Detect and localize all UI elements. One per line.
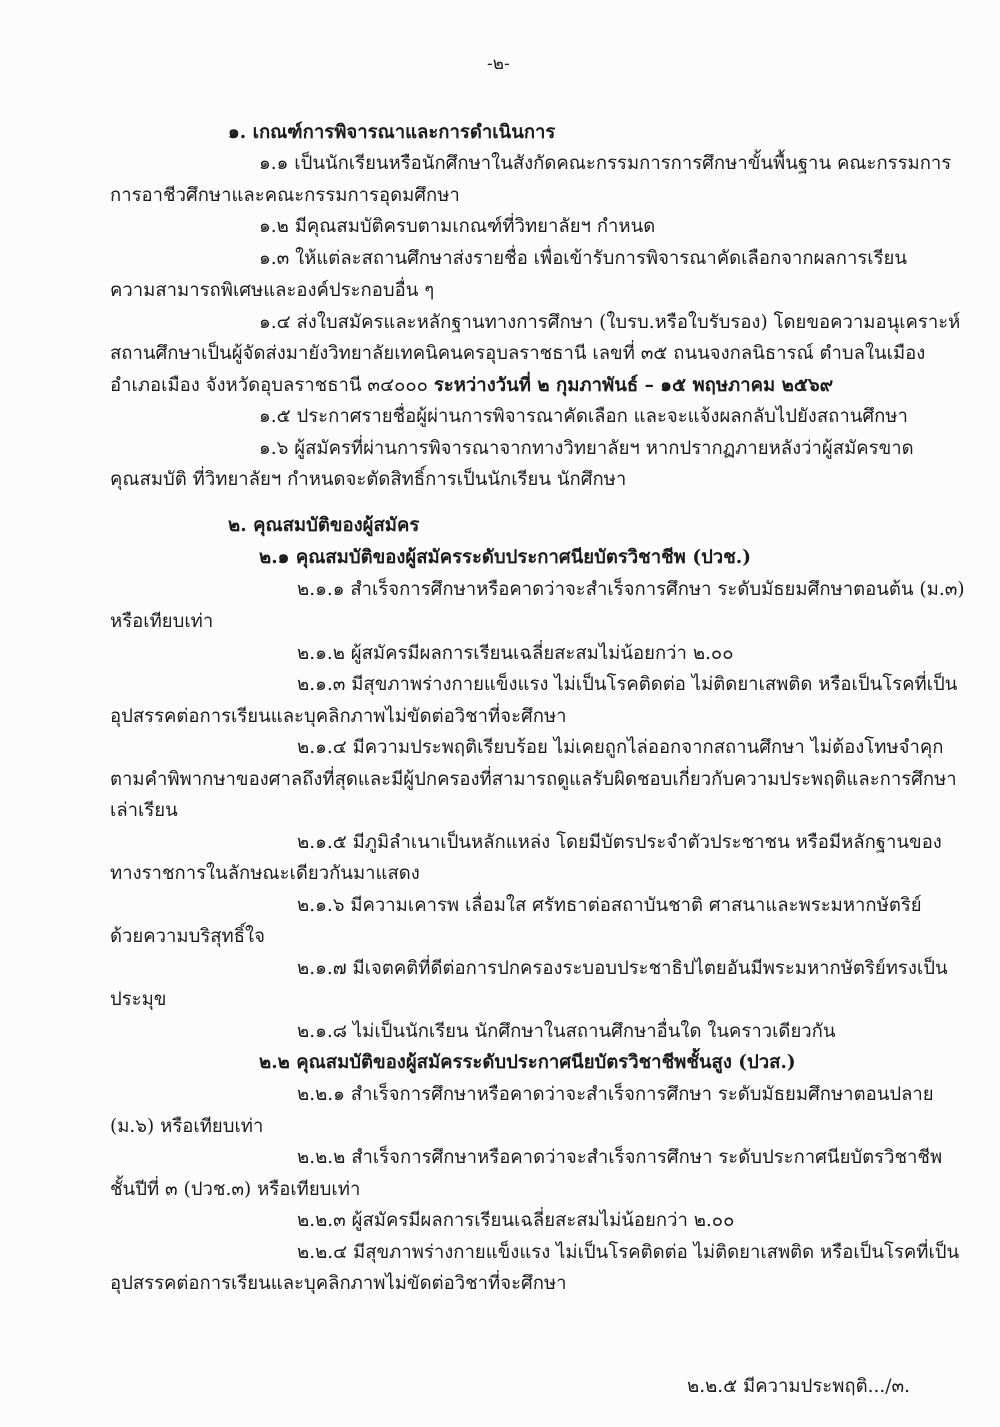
item-2-2-4-line-2: อุปสรรคต่อการเรียนและบุคลิกภาพไม่ขัดต่อวิชาที่จะศึกษา xyxy=(110,1273,567,1294)
item-1-4-line-1: ๑.๔ ส่งใบสมัครและหลักฐานทางการศึกษา (ใบรบ.หรือใบรับรอง) โดยขอความอนุเคราะห์ xyxy=(259,312,961,333)
item-2-1-2: ๒.๑.๒ ผู้สมัครมีผลการเรียนเฉลี่ยสะสมไม่น้อยกว่า ๒.๐๐ xyxy=(297,643,734,664)
item-2-1-4-line-2: ตามคำพิพากษาของศาลถึงที่สุดและมีผู้ปกครองที่สามารถดูแลรับผิดชอบเกี่ยวกับความประพฤติและการศึกษา xyxy=(110,769,957,790)
item-2-2-1-line-2: (ม.๖) หรือเทียบเท่า xyxy=(110,1116,264,1137)
item-1-4-address: อำเภอเมือง จังหวัดอุบลราชธานี ๓๔๐๐๐ xyxy=(110,375,428,396)
item-2-2-4-line-1: ๒.๒.๔ มีสุขภาพร่างกายแข็งแรง ไม่เป็นโรคติดต่อ ไม่ติดยาเสพติด หรือเป็นโรคที่เป็น xyxy=(297,1242,960,1263)
item-2-1-3-line-2: อุปสรรคต่อการเรียนและบุคลิกภาพไม่ขัดต่อวิชาที่จะศึกษา xyxy=(110,706,567,727)
page-continuation-note: ๒.๒.๕ มีความประพฤติ.../๓. xyxy=(687,1376,911,1397)
subsection-2-2-heading: ๒.๒ คุณสมบัติของผู้สมัครระดับประกาศนียบัตรวิชาชีพชั้นสูง (ปวส.) xyxy=(259,1052,796,1073)
item-2-1-6-line-1: ๒.๑.๖ มีความเคารพ เลื่อมใส ศรัทธาต่อสถาบันชาติ ศาสนาและพระมหากษัตริย์ xyxy=(297,895,922,916)
item-1-3-line-2: ความสามารถพิเศษและองค์ประกอบอื่น ๆ xyxy=(110,280,435,301)
item-2-1-5-line-2: ทางราชการในลักษณะเดียวกันมาแสดง xyxy=(110,863,420,884)
item-1-2: ๑.๒ มีคุณสมบัติครบตามเกณฑ์ที่วิทยาลัยฯ กำหนด xyxy=(259,216,656,237)
item-1-4-line-3 xyxy=(110,372,833,400)
section-1-heading: ๑. เกณฑ์การพิจารณาและการดำเนินการ xyxy=(228,122,556,143)
item-1-6-line-2: คุณสมบัติ ที่วิทยาลัยฯ กำหนดจะตัดสิทธิ์การเป็นนักเรียน นักศึกษา xyxy=(110,469,627,490)
item-2-2-3: ๒.๒.๓ ผู้สมัครมีผลการเรียนเฉลี่ยสะสมไม่น้อยกว่า ๒.๐๐ xyxy=(297,1210,735,1231)
section-2-heading: ๒. คุณสมบัติของผู้สมัคร xyxy=(228,515,420,536)
item-2-1-4-line-3: เล่าเรียน xyxy=(110,800,178,821)
item-2-1-6-line-2: ด้วยความบริสุทธิ์ใจ xyxy=(110,926,265,947)
item-2-1-7-line-2: ประมุข xyxy=(110,989,167,1010)
item-2-1-7-line-1: ๒.๑.๗ มีเจตคติที่ดีต่อการปกครองระบอบประชาธิปไตยอันมีพระมหากษัตริย์ทรงเป็น xyxy=(297,958,948,979)
item-2-1-4-line-1: ๒.๑.๔ มีความประพฤติเรียบร้อย ไม่เคยถูกไล่ออกจากสถานศึกษา ไม่ต้องโทษจำคุก xyxy=(297,737,944,758)
item-2-1-8: ๒.๑.๘ ไม่เป็นนักเรียน นักศึกษาในสถานศึกษาอื่นใด ในคราวเดียวกัน xyxy=(297,1021,836,1042)
item-2-1-3-line-1: ๒.๑.๓ มีสุขภาพร่างกายแข็งแรง ไม่เป็นโรคติดต่อ ไม่ติดยาเสพติด หรือเป็นโรคที่เป็น xyxy=(297,674,958,695)
item-2-1-1-line-2: หรือเทียบเท่า xyxy=(110,611,214,632)
application-period: ระหว่างวันที่ ๒ กุมภาพันธ์ – ๑๕ พฤษภาคม ๒๕๖๙ xyxy=(433,375,834,396)
item-2-2-2-line-2: ชั้นปีที่ ๓ (ปวช.๓) หรือเทียบเท่า xyxy=(110,1179,361,1200)
item-1-4-line-2: สถานศึกษาเป็นผู้จัดส่งมายังวิทยาลัยเทคนิคนครอุบลราชธานี เลขที่ ๓๕ ถนนจงกลนิธารณ์ ตำบลในเมือง xyxy=(110,343,926,364)
item-2-1-5-line-1: ๒.๑.๕ มีภูมิลำเนาเป็นหลักแหล่ง โดยมีบัตรประจำตัวประชาชน หรือมีหลักฐานของ xyxy=(297,832,942,853)
item-1-1-line-1: ๑.๑ เป็นนักเรียนหรือนักศึกษาในสังกัดคณะกรรมการการศึกษาขั้นพื้นฐาน คณะกรรมการ xyxy=(259,153,952,174)
subsection-2-1-heading: ๒.๑ คุณสมบัติของผู้สมัครระดับประกาศนียบัตรวิชาชีพ (ปวช.) xyxy=(259,547,751,568)
item-1-1-line-2: การอาชีวศึกษาและคณะกรรมการอุดมศึกษา xyxy=(110,185,460,206)
item-2-2-1-line-1: ๒.๒.๑ สำเร็จการศึกษาหรือคาดว่าจะสำเร็จการศึกษา ระดับมัธยมศึกษาตอนปลาย xyxy=(297,1084,934,1105)
item-1-5: ๑.๕ ประกาศรายชื่อผู้ผ่านการพิจารณาคัดเลือก และจะแจ้งผลกลับไปยังสถานศึกษา xyxy=(259,406,908,427)
item-2-2-2-line-1: ๒.๒.๒ สำเร็จการศึกษาหรือคาดว่าจะสำเร็จการศึกษา ระดับประกาศนียบัตรวิชาชีพ xyxy=(297,1147,943,1168)
item-2-1-1-line-1: ๒.๑.๑ สำเร็จการศึกษาหรือคาดว่าจะสำเร็จการศึกษา ระดับมัธยมศึกษาตอนต้น (ม.๓) xyxy=(297,579,965,600)
item-1-6-line-1: ๑.๖ ผู้สมัครที่ผ่านการพิจารณาจากทางวิทยาลัยฯ หากปรากฏภายหลังว่าผู้สมัครขาด xyxy=(259,438,914,459)
item-1-3-line-1: ๑.๓ ให้แต่ละสถานศึกษาส่งรายชื่อ เพื่อเข้ารับการพิจารณาคัดเลือกจากผลการเรียน xyxy=(259,248,908,269)
page-number: -๒- xyxy=(487,54,510,74)
